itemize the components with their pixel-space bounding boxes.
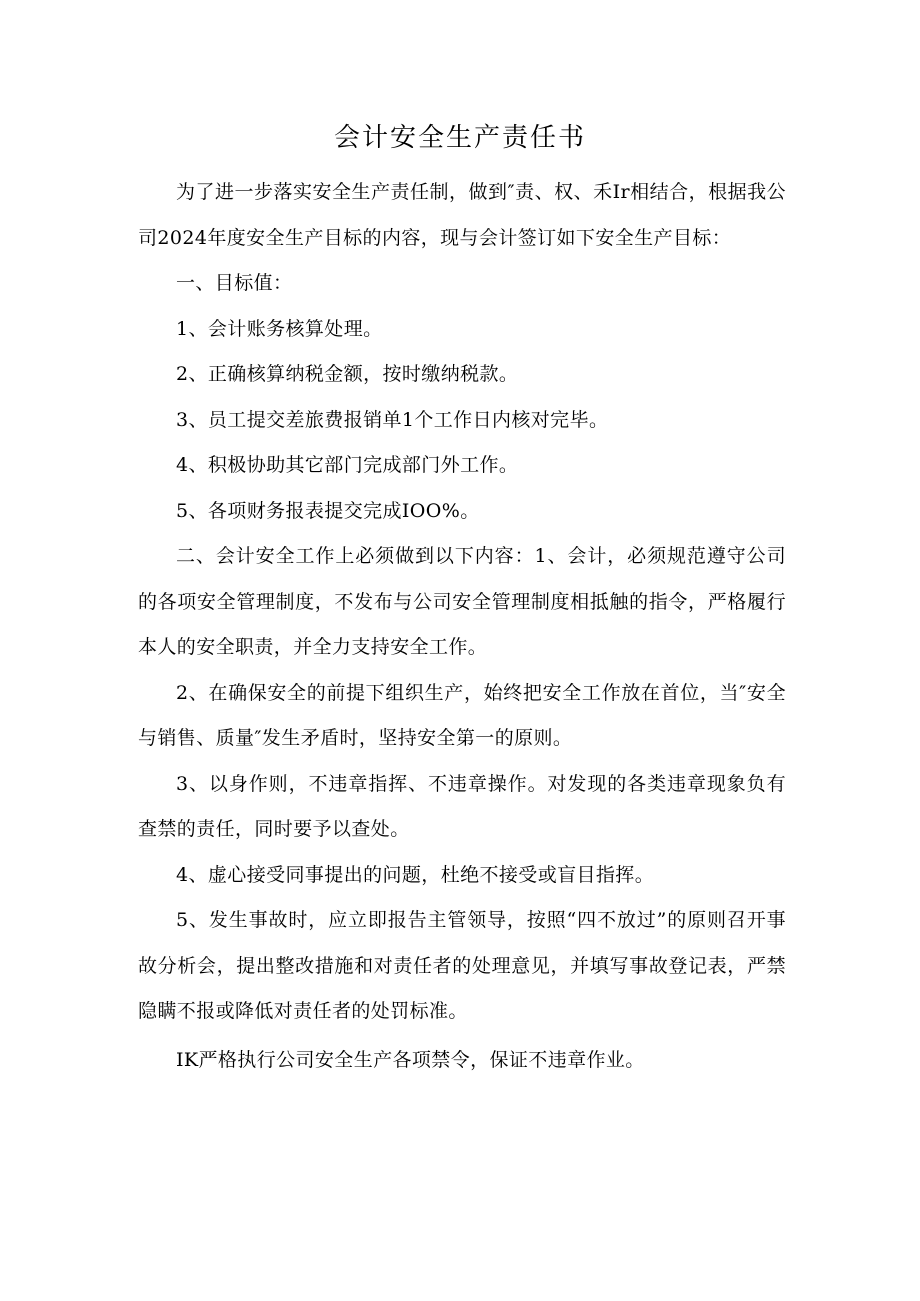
target-item-3: 3、员工提交差旅费报销单1个工作日内核对完毕。 bbox=[176, 408, 609, 431]
requirement-item-4: 4、虚心接受同事提出的问题，杜绝不接受或盲目指挥。 bbox=[176, 863, 655, 886]
section-heading-requirements: 二、会计安全工作上必须做到以下内容：1、会计，必须规范遵守公司的各项安全管理制度，不发布与公司安全管理制度相抵触的指令，严格履行本人的安全职责，并全力支持安全工作。 bbox=[138, 545, 786, 658]
requirement-item-5: 5、发生事故时，应立即报告主管领导，按照“四不放过”的原则召开事故分析会，提出整改措施和对责任者的处理意见，并填写事故登记表，严禁隐瞒不报或降低对责任者的处罚标准。 bbox=[138, 909, 786, 1022]
target-item-2: 2、正确核算纳税金额，按时缴纳税款。 bbox=[176, 363, 519, 385]
document-title: 会计安全生产责任书 bbox=[333, 123, 586, 153]
requirement-item-6: IK严格执行公司安全生产各项禁令，保证不违章作业。 bbox=[176, 1048, 645, 1071]
requirement-item-2: 2、在确保安全的前提下组织生产，始终把安全工作放在首位，当″安全与销售、质量″发生矛盾时，坚持安全第一的原则。 bbox=[138, 681, 786, 749]
requirement-item-3: 3、以身作则，不违章指挥、不违章操作。对发现的各类违章现象负有查禁的责任，同时要予以查处。 bbox=[138, 772, 786, 840]
paragraph-intro: 为了进一步落实安全生产责任制，做到″责、权、禾Ir相结合，根据我公司2024年度安全生产目标的内容，现与会计签订如下安全生产目标： bbox=[138, 181, 786, 249]
section-heading-targets: 一、目标值： bbox=[176, 272, 293, 294]
target-item-4: 4、积极协助其它部门完成部门外工作。 bbox=[176, 454, 519, 476]
document-body bbox=[138, 170, 786, 1083]
target-item-1: 1、会计账务核算处理。 bbox=[176, 317, 383, 340]
target-item-5: 5、各项财务报表提交完成IOO%。 bbox=[176, 499, 480, 522]
